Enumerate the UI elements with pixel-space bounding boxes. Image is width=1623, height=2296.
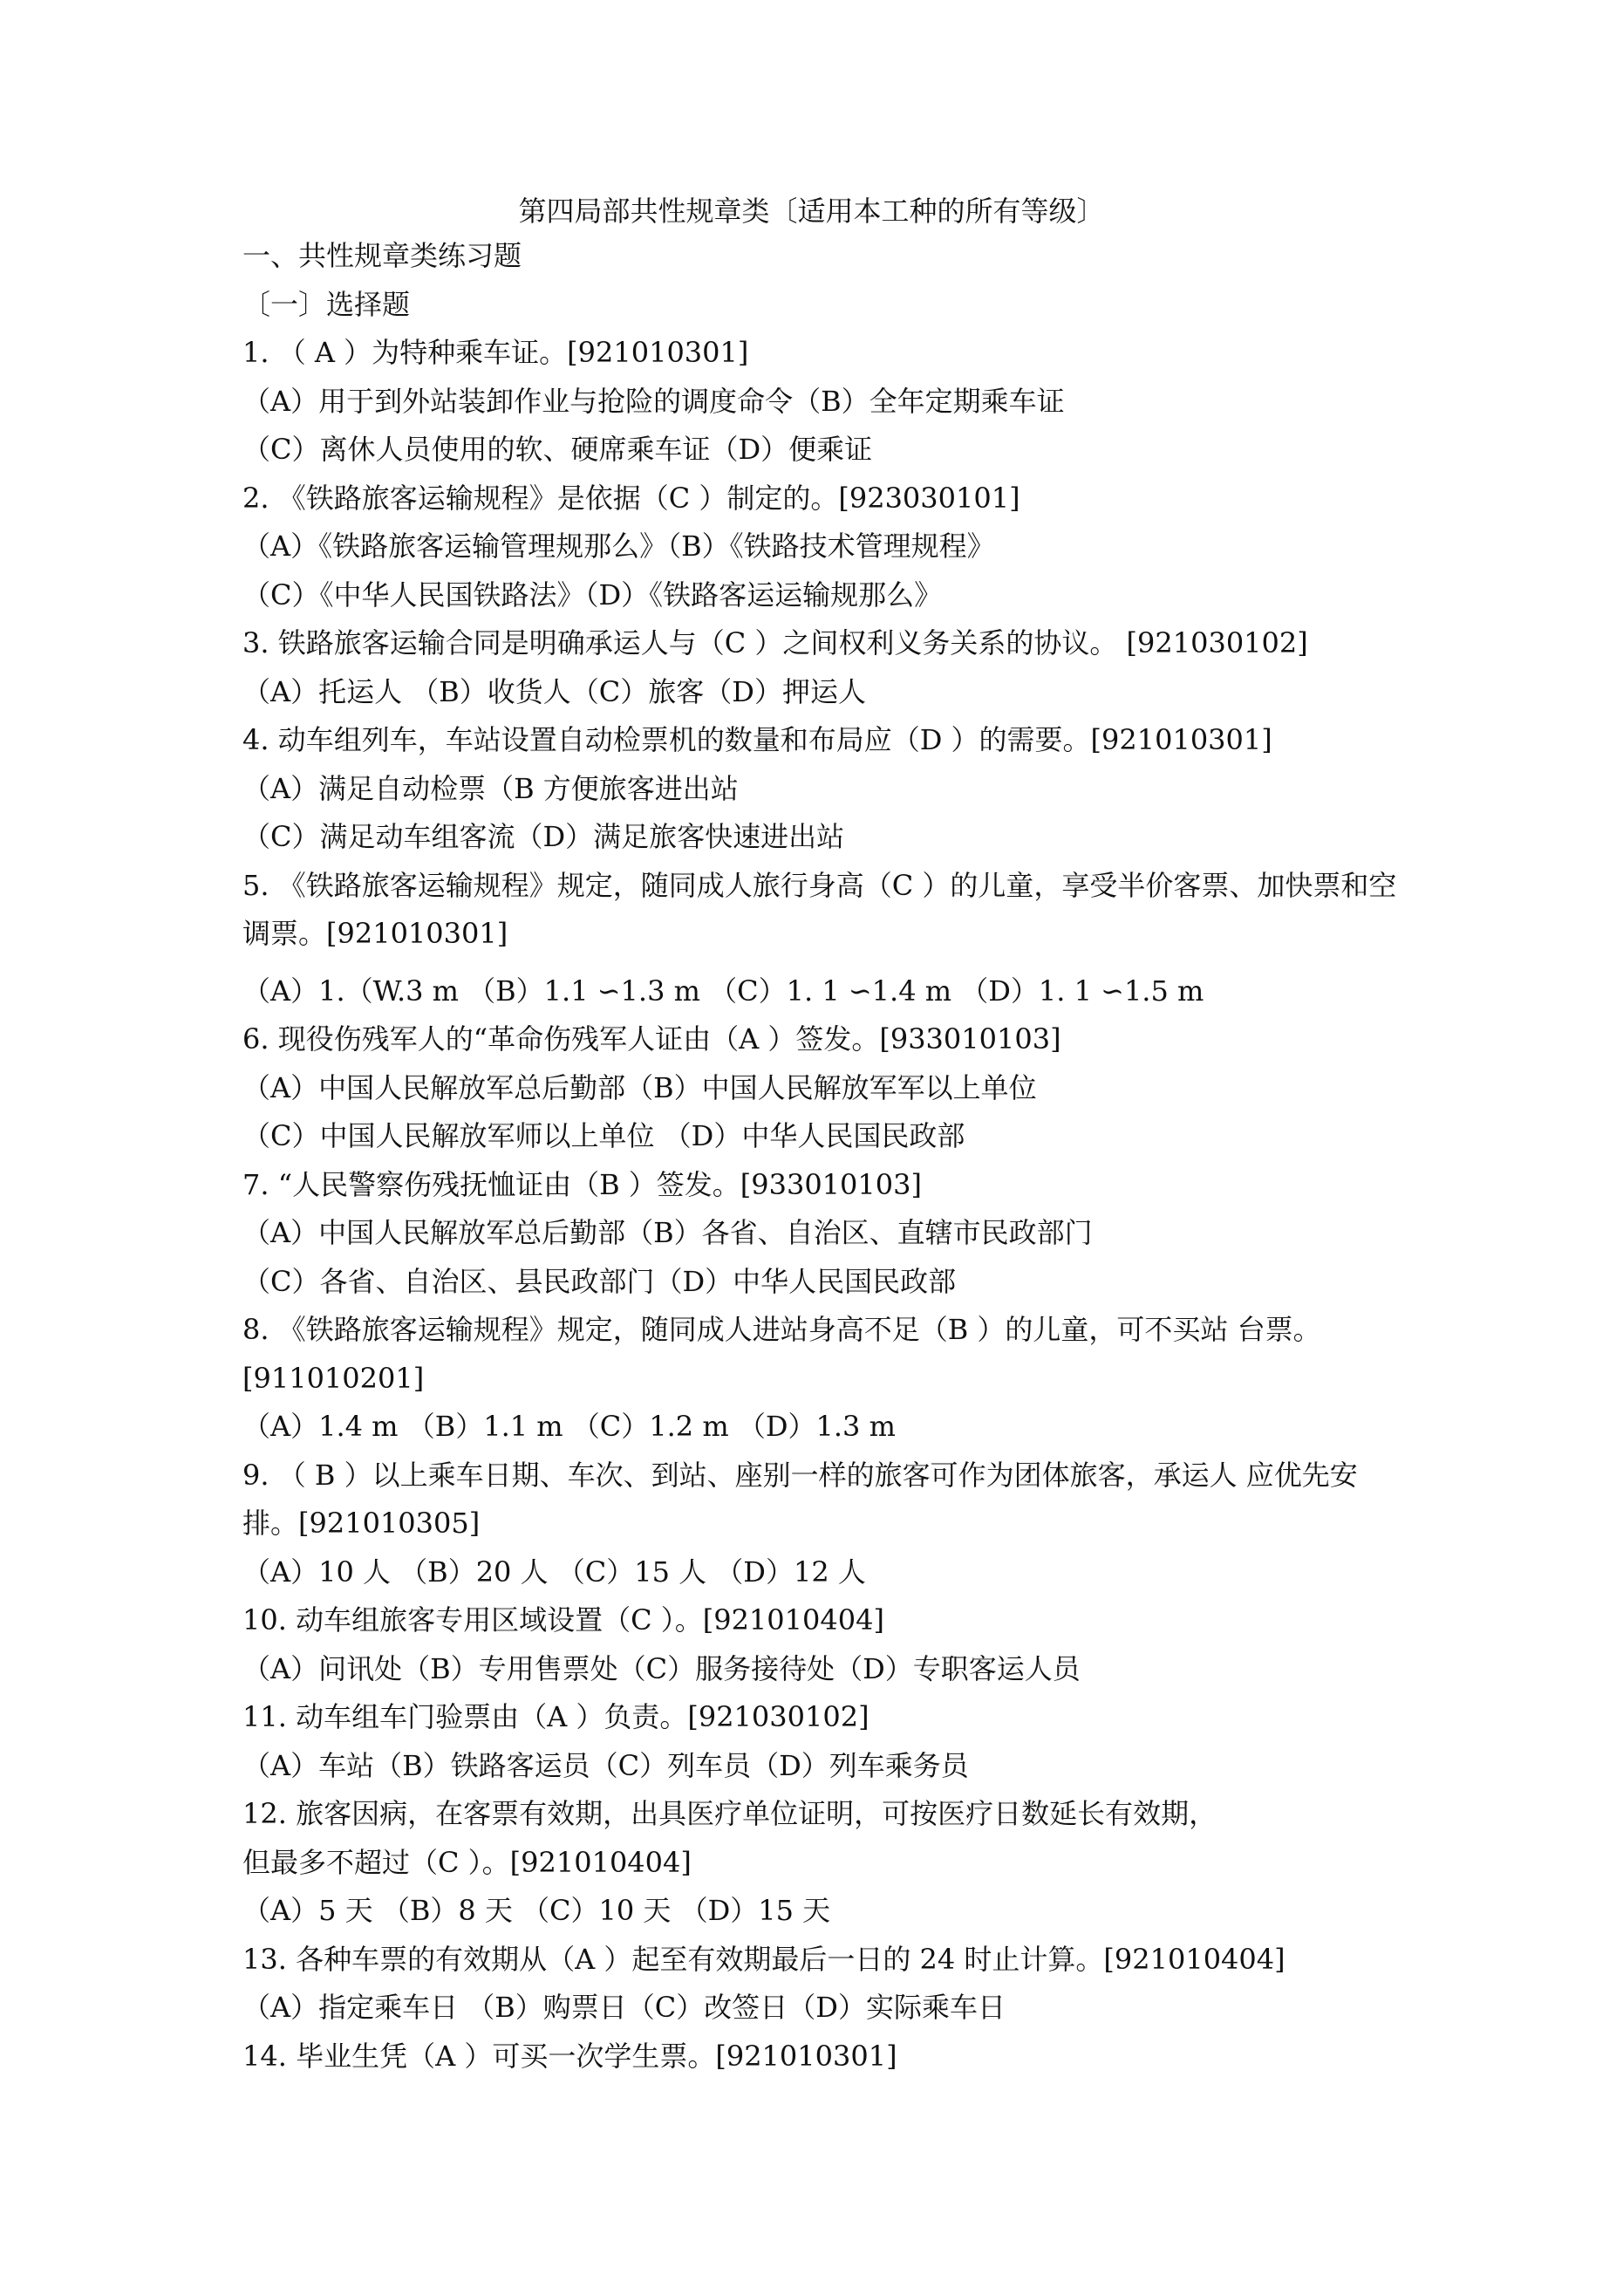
question-10-options: （A）问讯处（B）专用售票处（C）服务接待处（D）专职客运人员 [242,1651,1081,1685]
question-14: 14. 毕业生凭（A ）可买一次学生票。[921010301] [242,2039,897,2073]
question-4-options-1: （A）满足自动检票（B 方便旅客进出站 [242,771,739,805]
question-12-line-2: 但最多不超过（C ）。[921010404] [242,1845,692,1879]
question-11-options: （A）车站（B）铁路客运员（C）列车员（D）列车乘务员 [242,1748,969,1782]
question-6: 6. 现役伤残军人的“革命伤残军人证由（A ）签发。[933010103] [242,1022,1061,1056]
question-1-options-1: （A）用于到外站装卸作业与抢险的调度命令（B）全年定期乘车证 [242,384,1065,418]
question-2-options-2: （C）《中华人民国铁路法》（D）《铁路客运运输规那么》 [242,577,943,612]
question-11: 11. 动车组车门验票由（A ）负责。[921030102] [242,1700,869,1733]
question-6-options-1: （A）中国人民解放军总后勤部（B）中国人民解放军军以上单位 [242,1070,1037,1104]
question-7: 7. “人民警察伤残抚恤证由（B ）签发。[933010103] [242,1167,922,1201]
question-13: 13. 各种车票的有效期从（A ）起至有效期最后一日的 24 时止计算。[921010404] [242,1942,1285,1976]
question-7-options-1: （A）中国人民解放军总后勤部（B）各省、自治区、直辖市民政部门 [242,1216,1093,1249]
question-5-options: （A）1.（W.3 m （B）1.1 ∽1.3 m （C）1. 1 ∽1.4 m （D）1. 1 ∽1.5 m [242,974,1204,1008]
question-4-options-2: （C）满足动车组客流（D）满足旅客快速进出站 [242,820,845,853]
question-5: 5. 《铁路旅客运输规程》规定，随同成人旅行身高（C ）的儿童，享受半价客票、加快票和空调票。[921010301] [242,868,1397,950]
question-6-options-2: （C）中国人民解放军师以上单位 （D）中华人民国民政部 [242,1119,965,1152]
question-8: 8. 《铁路旅客运输规程》规定，随同成人进站身高不足（B ）的儿童，可不买站 台票。[911010201] [242,1313,1321,1395]
question-9-options: （A）10 人 （B）20 人 （C）15 人 （D）12 人 [242,1555,866,1589]
question-13-options: （A）指定乘车日 （B）购票日（C）改签日（D）实际乘车日 [242,1991,1006,2024]
question-9: 9. （ B ）以上乘车日期、车次、到站、座别一样的旅客可作为团体旅客，承运人 应优先安排。[921010305] [242,1458,1358,1540]
question-12-line-1: 12. 旅客因病，在客票有效期，出具医疗单位证明，可按医疗日数延长有效期， [242,1797,1217,1830]
question-1-options-2: （C）离休人员使用的软、硬席乘车证（D）便乘证 [242,433,873,466]
question-7-options-2: （C）各省、自治区、县民政部门（D）中华人民国民政部 [242,1264,957,1298]
question-4: 4. 动车组列车，车站设置自动检票机的数量和布局应（D ）的需要。[921010301] [242,723,1272,756]
question-12-options: （A）5 天 （B）8 天 （C）10 天 （D）15 天 [242,1894,831,1927]
question-3: 3. 铁路旅客运输合同是明确承运人与（C ）之间权利义务关系的协议。 [921030102] [242,626,1308,659]
question-8-options: （A）1.4 m （B）1.1 m （C）1.2 m （D）1.3 m [242,1410,896,1443]
page-title: 第四局部共性规章类〔适用本工种的所有等级〕 [518,195,1105,228]
document-body [242,232,1411,2081]
subsection-heading: 〔一〕选择题 [242,287,411,321]
section-heading: 一、共性规章类练习题 [242,239,522,272]
question-2-options-1: （A）《铁路旅客运输管理规那么》（B）《铁路技术管理规程》 [242,530,995,563]
question-3-options: （A）托运人 （B）收货人（C）旅客（D）押运人 [242,674,866,708]
question-2: 2. 《铁路旅客运输规程》是依据（C ）制定的。[923030101] [242,481,1020,515]
question-1: 1. （ A ）为特种乘车证。[921010301] [242,336,749,369]
question-10: 10. 动车组旅客专用区域设置（C ）。[921010404] [242,1603,884,1637]
